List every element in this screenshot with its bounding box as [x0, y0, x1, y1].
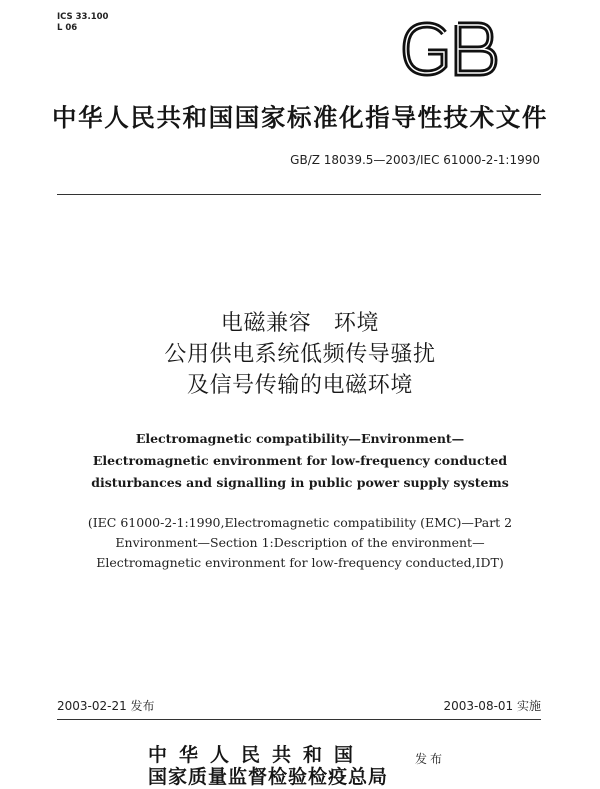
publish-label: 发布	[415, 752, 446, 766]
issuer-agency: 国家质量监督检验检疫总局	[148, 766, 389, 788]
classification-codes	[57, 12, 108, 34]
chinese-title-line-2: 公用供电系统低频传导骚扰	[164, 342, 436, 367]
document-type-title: 中华人民共和国国家标准化指导性技术文件	[52, 103, 548, 132]
ics-code: ICS 33.100	[57, 12, 109, 22]
equivalence-line-1: (IEC 61000-2-1:1990,Electromagnetic compatibility (EMC)—Part 2	[87, 515, 513, 530]
chinese-title	[0, 308, 600, 401]
english-title-line-3: disturbances and signalling in public power supply systems	[91, 475, 509, 490]
gb-logo	[398, 19, 502, 79]
bottom-divider	[57, 719, 541, 720]
english-title-line-1: Electromagnetic compatibility—Environment—	[135, 431, 465, 446]
chinese-title-line-1: 电磁兼容 环境	[220, 311, 380, 336]
top-divider	[57, 194, 541, 195]
equivalence-line-2: Environment—Section 1:Description of the environment—	[115, 535, 485, 550]
issue-date: 2003-02-21 发布	[57, 699, 155, 713]
issuer-country: 中华人民共和国	[148, 744, 366, 766]
ccs-code: L 06	[57, 23, 78, 33]
english-title	[0, 428, 600, 494]
standard-number: GB/Z 18039.5—2003/IEC 61000-2-1:1990	[290, 153, 540, 167]
english-title-line-2: Electromagnetic environment for low-frequency conducted	[92, 453, 508, 468]
chinese-title-line-3: 及信号传输的电磁环境	[186, 373, 413, 398]
iec-equivalence-note	[0, 513, 600, 573]
implementation-date: 2003-08-01 实施	[443, 699, 541, 713]
gb-logo-text	[398, 19, 502, 79]
equivalence-line-3: Electromagnetic environment for low-frequency conducted,IDT)	[96, 555, 504, 570]
